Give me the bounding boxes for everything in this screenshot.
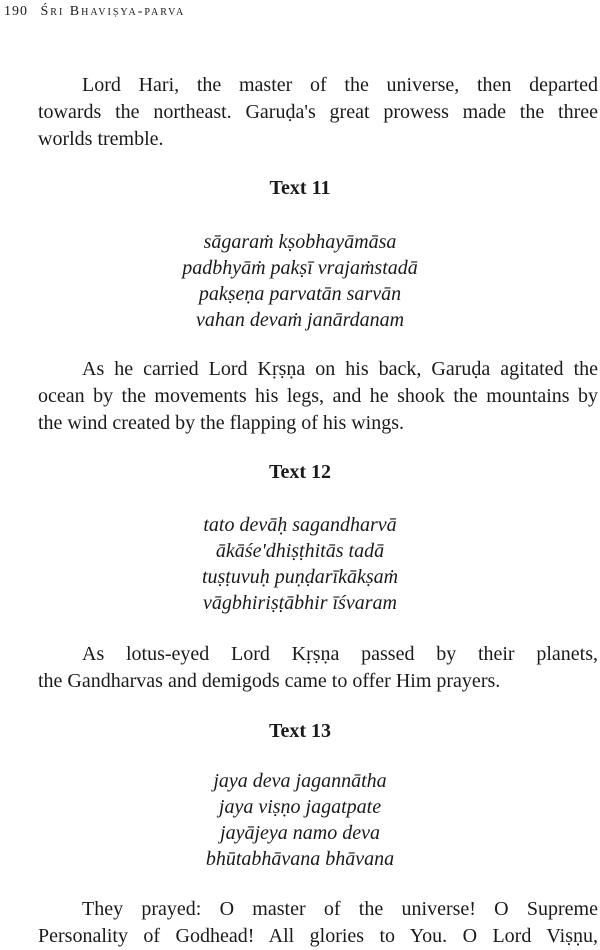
verse-line: bhūtabhāvana bhāvana	[205, 848, 395, 870]
paragraph-line: the wind created by the flapping of his wings.	[38, 412, 405, 434]
paragraph-line: the Gandharvas and demigods came to offer Him prayers.	[38, 670, 501, 692]
paragraph-line: Lord Hari, the master of the universe, then departed	[82, 74, 598, 96]
paragraph-4	[38, 896, 598, 950]
paragraph-line: As lotus-eyed Lord Kṛṣṇa passed by their planets,	[82, 643, 598, 665]
verse-line: jayājeya namo deva	[220, 822, 380, 844]
paragraph-line: They prayed: O master of the universe! O Supreme	[82, 898, 598, 920]
running-head-title: Śri Bhaviṣya-parva	[40, 4, 186, 19]
verse-line: padbhyāṁ pakṣī vrajaṁstadā	[182, 257, 418, 279]
page-number: 190	[4, 4, 28, 19]
paragraph-line: ocean by the movements his legs, and he shook the mountains by	[38, 385, 598, 407]
paragraph-line: worlds tremble.	[38, 128, 164, 150]
verse-line: pakṣeṇa parvatān sarvān	[198, 283, 402, 305]
paragraph-line: As he carried Lord Kṛṣṇa on his back, Garuḍa agitated the	[82, 358, 598, 380]
paragraph-1	[38, 72, 598, 153]
verse-line: jaya viṣṇo jagatpate	[218, 796, 382, 818]
text-13-heading: Text 13	[268, 720, 332, 742]
verse-line: sāgaraṁ kṣobhayāmāsa	[203, 231, 397, 253]
paragraph-line: Personality of Godhead! All glories to You. O Lord Viṣṇu,	[38, 925, 598, 947]
text-12-verse	[0, 512, 600, 616]
text-11-verse	[0, 229, 600, 333]
text-12-heading: Text 12	[268, 461, 332, 483]
verse-line: vāgbhiriṣṭābhir īśvaram	[203, 592, 397, 614]
paragraph-line: towards the northeast. Garuḍa's great prowess made the three	[38, 101, 598, 123]
text-13-verse	[0, 768, 600, 872]
paragraph-3	[38, 641, 598, 695]
text-11-heading: Text 11	[269, 177, 331, 199]
verse-line: vahan devaṁ janārdanam	[195, 309, 405, 331]
paragraph-2	[38, 356, 598, 437]
verse-line: ākāśe'dhiṣṭhitās tadā	[215, 540, 385, 562]
verse-line: tato devāḥ sagandharvā	[203, 514, 397, 536]
verse-line: jaya deva jagannātha	[213, 770, 387, 792]
verse-line: tuṣṭuvuḥ puṇḍarīkākṣaṁ	[201, 566, 399, 588]
running-head	[4, 4, 185, 20]
